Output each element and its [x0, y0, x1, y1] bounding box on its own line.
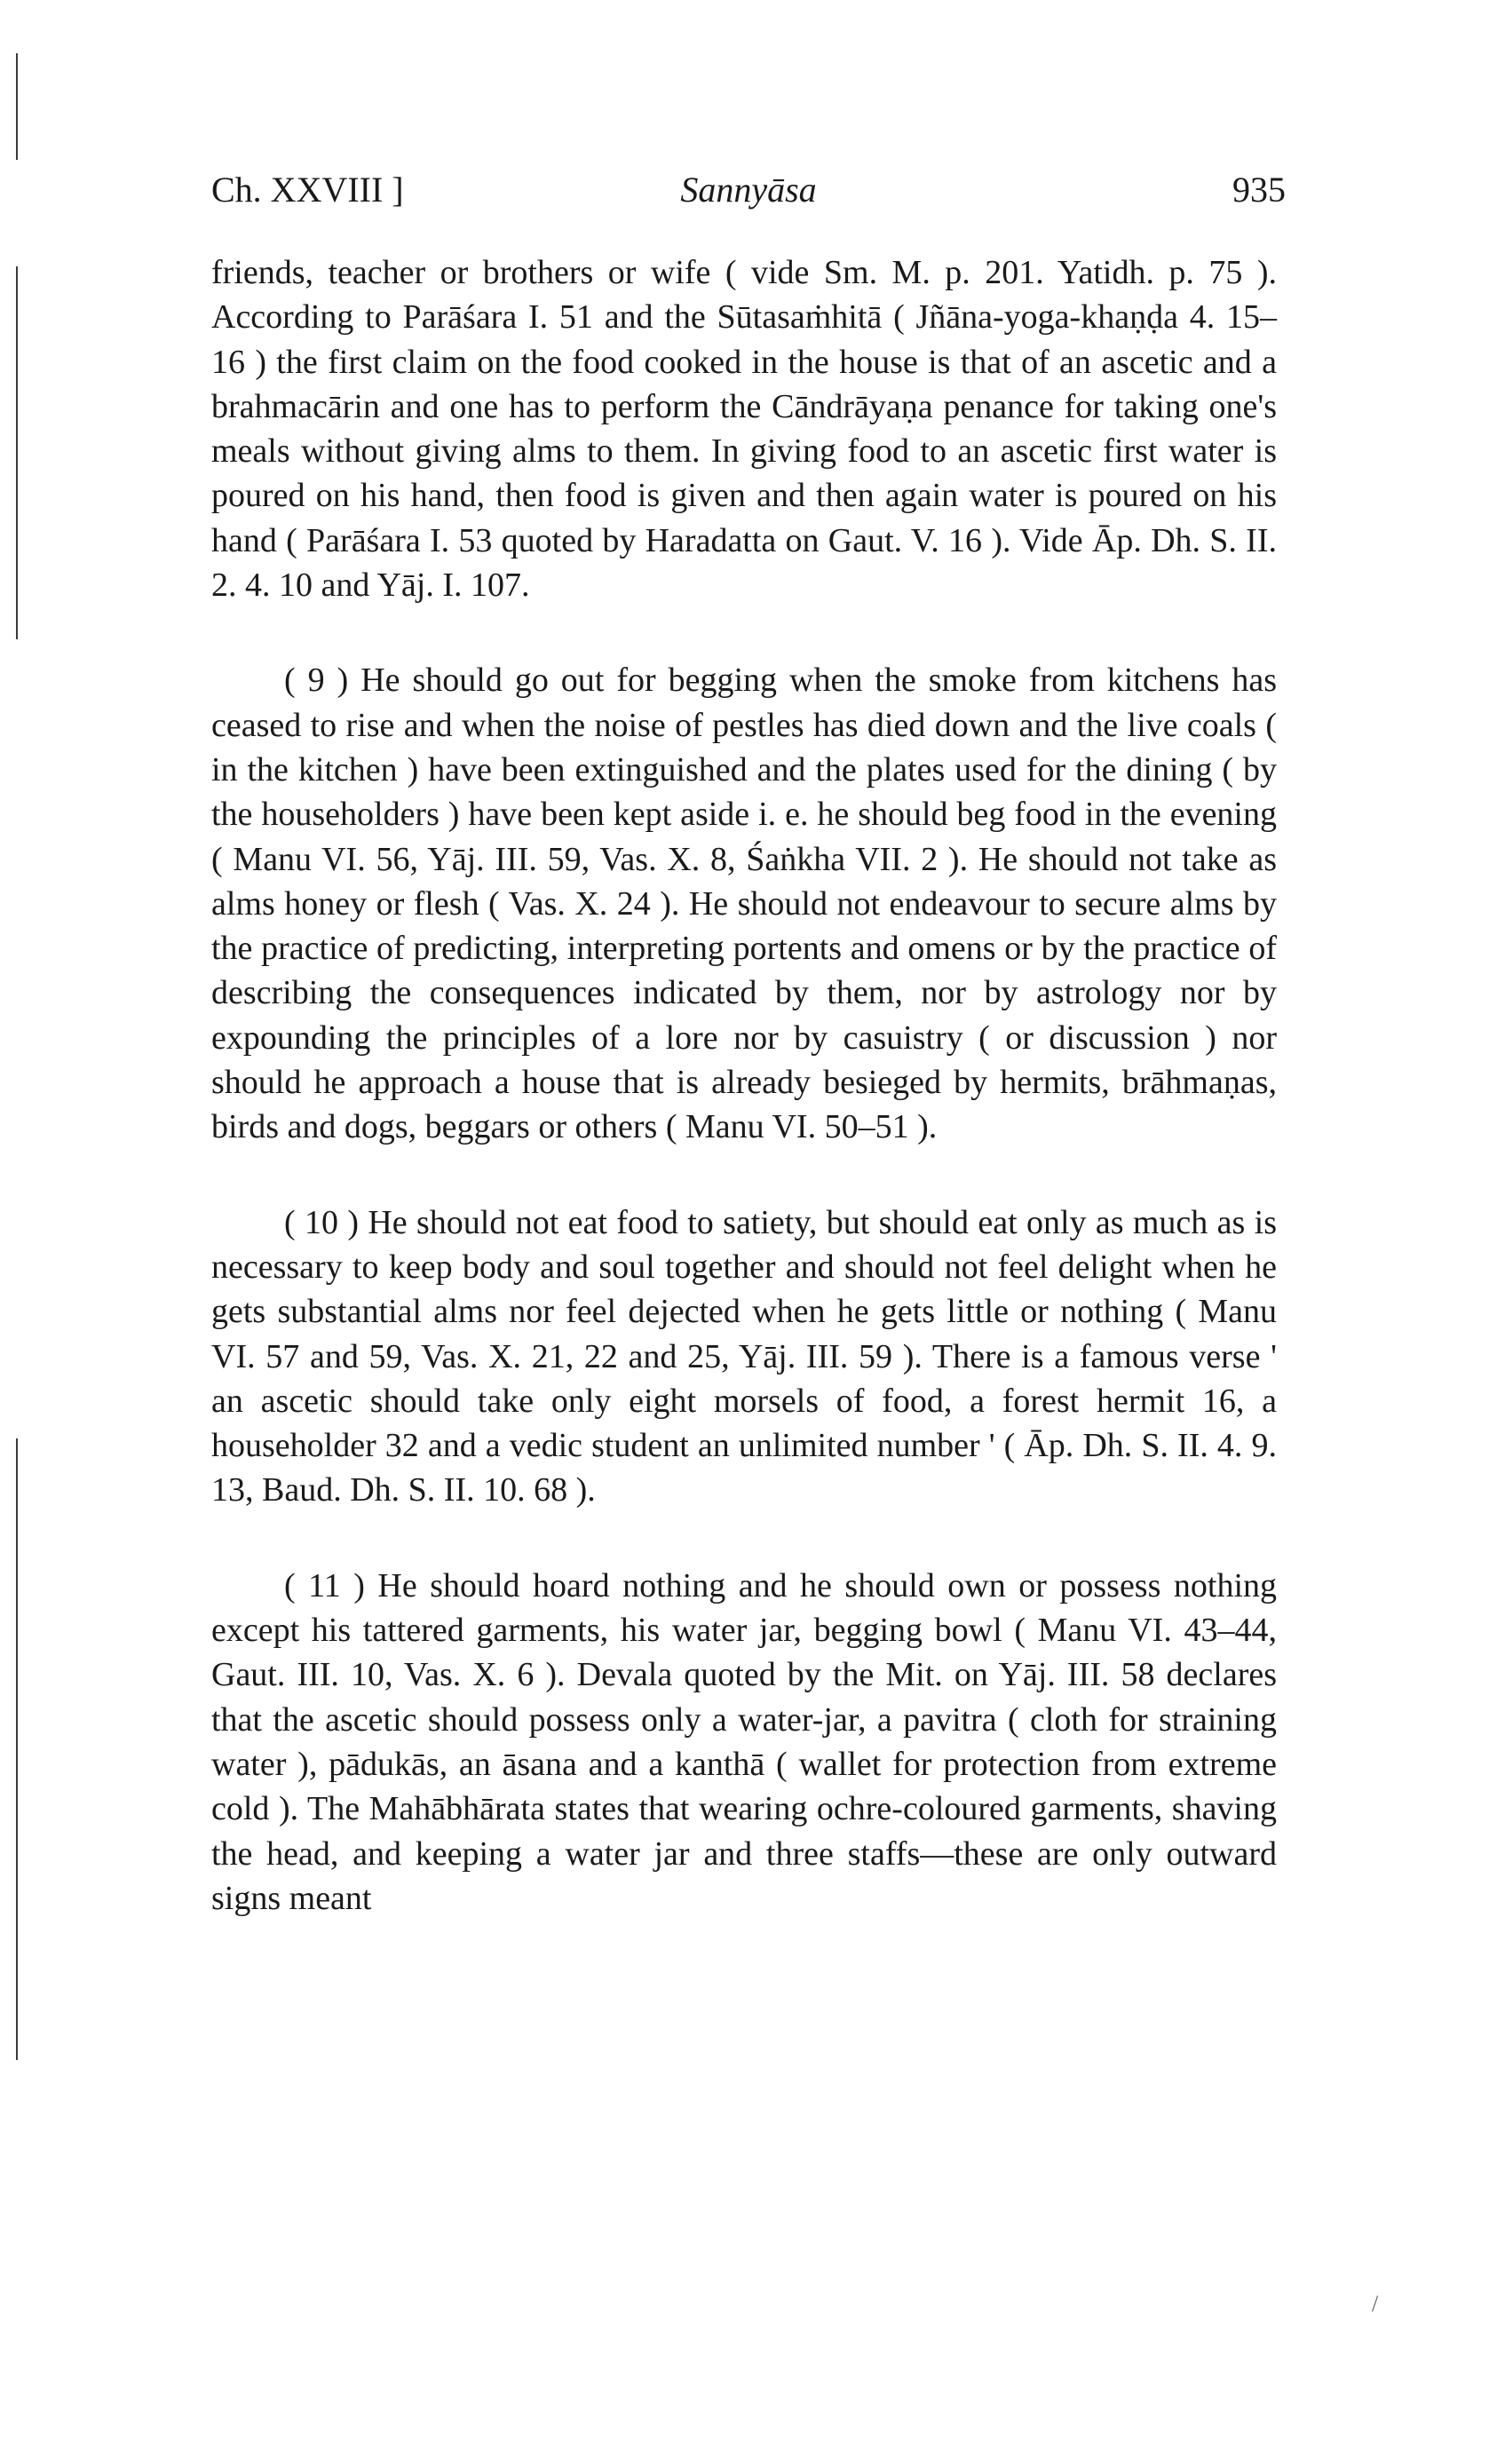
- page-number: 935: [1232, 170, 1286, 210]
- paragraph: friends, teacher or brothers or wife ( vide Sm. M. p. 201. Yatidh. p. 75 ). According to Parāśara I. 51 and the Sūtasaṁhitā ( Jñāna-yoga-khaṇḍa 4. 15–16 ) the first claim on the food cooked in the house is that of an ascetic and a brahmacārin and one has to perform the Cāndrāyaṇa penance for taking one's meals without giving alms to them. In giving food to an ascetic first water is poured on his hand, then food is given and then again water is poured on his hand ( Parāśara I. 53 quoted by Haradatta on Gaut. V. 16 ). Vide Āp. Dh. S. II. 2. 4. 10 and Yāj. I. 107.: [211, 254, 1277, 605]
- scan-edge-mark: [16, 266, 18, 639]
- scan-edge-mark: [16, 1438, 18, 2060]
- paragraph: ( 10 ) He should not eat food to satiety, but should eat only as much as is necessary to keep body and soul together and should not feel delight when he gets substantial alms nor feel dejected when he gets little or nothing ( Manu VI. 57 and 59, Vas. X. 21, 22 and 25, Yāj. III. 59 ). There is a famous verse ' an ascetic should take only eight morsels of food, a forest hermit 16, a householder 32 and a vedic student an unlimited number ' ( Āp. Dh. S. II. 4. 9. 13, Baud. Dh. S. II. 10. 68 ).: [211, 1203, 1277, 1509]
- chapter-label: Ch. XXVIII ]: [211, 170, 404, 210]
- stray-pencil-mark: /: [1372, 2291, 1379, 2317]
- body-text: [211, 250, 1277, 1971]
- scan-edge-mark: [16, 53, 18, 160]
- running-title: Sannyāsa: [680, 170, 817, 210]
- paragraph: ( 11 ) He should hoard nothing and he should own or possess nothing except his tattered garments, his water jar, begging bowl ( Manu VI. 43–44, Gaut. III. 10, Vas. X. 6 ). Devala quoted by the Mit. on Yāj. III. 58 declares that the ascetic should possess only a water-jar, a pavitra ( cloth for straining water ), pādukās, an āsana and a kanthā ( wallet for protection from extreme cold ). The Mahābhārata states that wearing ochre-coloured garments, shaving the head, and keeping a water jar and three staffs—these are only outward signs meant: [211, 1566, 1277, 1917]
- running-header: [211, 169, 1286, 222]
- paragraph: ( 9 ) He should go out for begging when the smoke from kitchens has ceased to rise and when the noise of pestles has died down and the live coals ( in the kitchen ) have been extinguished and the plates used for the dining ( by the householders ) have been kept aside i. e. he should beg food in the evening ( Manu VI. 56, Yāj. III. 59, Vas. X. 8, Śaṅkha VII. 2 ). He should not take as alms honey or flesh ( Vas. X. 24 ). He should not endeavour to secure alms by the practice of predicting, interpreting portents and omens or by the practice of describing the consequences indicated by them, nor by astrology nor by expounding the principles of a lore nor by casuistry ( or discussion ) nor should he approach a house that is already besieged by hermits, brāhmaṇas, birds and dogs, beggars or others ( Manu VI. 50–51 ).: [211, 662, 1277, 1146]
